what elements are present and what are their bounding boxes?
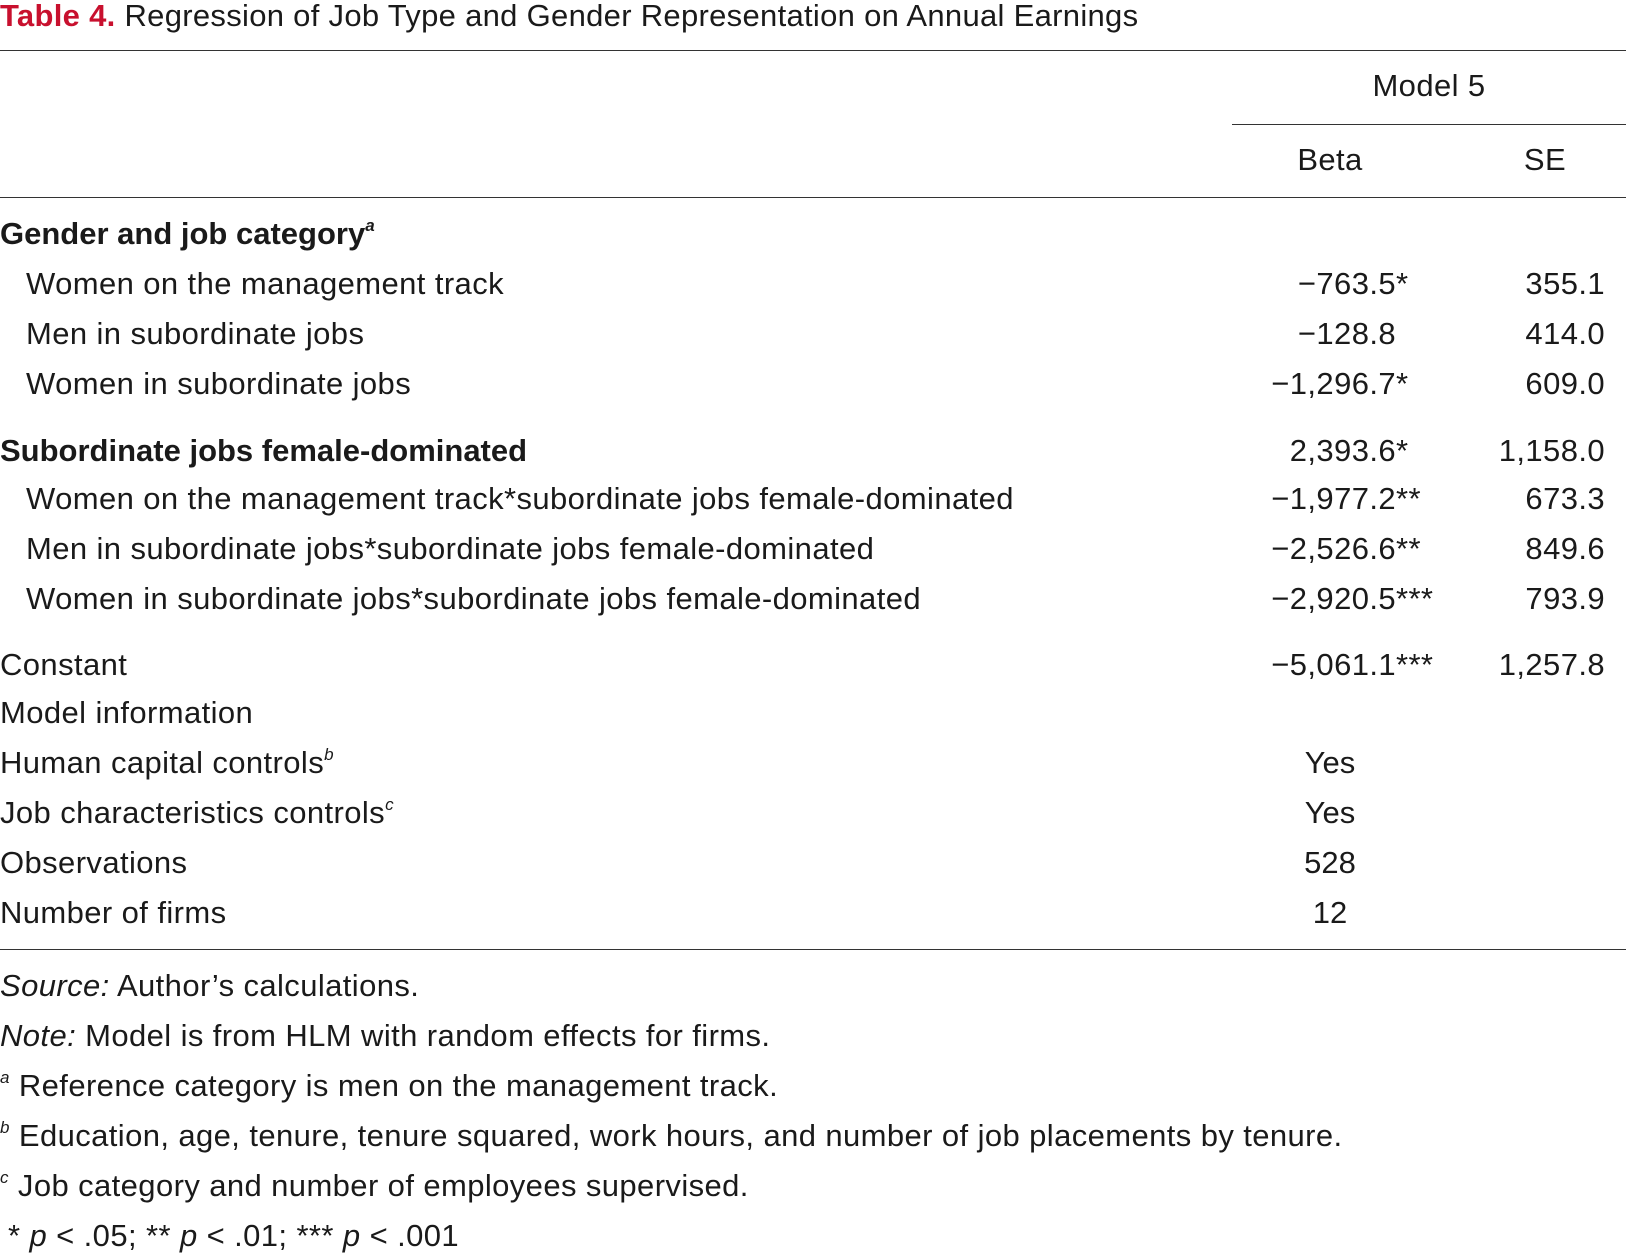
table-label: Table 4. xyxy=(0,0,116,33)
model-info-value: Yes xyxy=(1304,745,1356,780)
bottom-rule xyxy=(0,949,1626,950)
model-info-label: Number of firms xyxy=(0,895,227,930)
model-info-label: Observations xyxy=(0,845,188,880)
footnote-marker-b: b xyxy=(324,745,334,764)
significance-note: * p < .05; ** p < .01; *** p < .001 xyxy=(8,1218,460,1253)
constant-label: Constant xyxy=(0,647,128,682)
se-value: 414.0 xyxy=(1525,316,1605,351)
se-value: 673.3 xyxy=(1525,481,1605,516)
se-value: 849.6 xyxy=(1525,531,1605,566)
beta-value: −2,526.6** xyxy=(1271,531,1421,566)
beta-value: −5,061.1*** xyxy=(1271,647,1434,682)
model-note: Note: Model is from HLM with random effects for firms. xyxy=(0,1018,771,1053)
beta-header: Beta xyxy=(1297,142,1363,177)
model-info-value: 528 xyxy=(1304,845,1356,880)
se-value: 793.9 xyxy=(1525,581,1605,616)
footnote-marker-c: c xyxy=(385,795,394,814)
beta-value: −2,920.5*** xyxy=(1271,581,1434,616)
beta-value: −128.8 xyxy=(1297,316,1396,351)
model-header-rule xyxy=(1232,124,1626,125)
top-rule xyxy=(0,50,1626,51)
row-label: Men in subordinate jobs*subordinate jobs female-dominated xyxy=(26,531,875,566)
row-label: Women on the management track*subordinate jobs female-dominated xyxy=(26,481,1014,516)
table-caption xyxy=(0,0,1138,36)
footnote-b: $^b$ Education, age, tenure, tenure squared, work hours, and number of job placements by tenure. xyxy=(0,1118,1343,1153)
section-gender-job-title: Gender and job category$^a$ xyxy=(0,216,375,251)
beta-value: −1,977.2** xyxy=(1271,481,1421,516)
se-value: 609.0 xyxy=(1525,366,1605,401)
footnote-c: $^c$ Job category and number of employees supervised. xyxy=(0,1168,749,1203)
model-info-value: 12 xyxy=(1312,895,1348,930)
header-bottom-rule xyxy=(0,197,1626,198)
section-female-dominated-title: Subordinate jobs female-dominated xyxy=(0,433,528,468)
footnote-a: $^a$ Reference category is men on the management track. xyxy=(0,1068,779,1103)
model-header: Model 5 xyxy=(1372,68,1486,103)
table-title: Regression of Job Type and Gender Representation on Annual Earnings xyxy=(124,0,1139,33)
footnote-marker-a: a xyxy=(365,216,375,235)
se-header: SE xyxy=(1523,142,1567,177)
row-label: Women on the management track xyxy=(26,266,504,301)
se-value: 1,257.8 xyxy=(1498,647,1605,682)
beta-value: 2,393.6* xyxy=(1289,433,1409,468)
model-info-title: Model information xyxy=(0,695,254,730)
row-label: Women in subordinate jobs*subordinate jobs female-dominated xyxy=(26,581,921,616)
model-info-label: Human capital controls$^b$ xyxy=(0,745,334,780)
beta-value: −763.5* xyxy=(1297,266,1409,301)
se-value: 1,158.0 xyxy=(1498,433,1605,468)
beta-value: −1,296.7* xyxy=(1271,366,1409,401)
model-info-value: Yes xyxy=(1304,795,1356,830)
se-value: 355.1 xyxy=(1525,266,1605,301)
row-label: Men in subordinate jobs xyxy=(26,316,365,351)
model-info-label: Job characteristics controls$^c$ xyxy=(0,795,394,830)
row-label: Women in subordinate jobs xyxy=(26,366,412,401)
source-note: Source: Author’s calculations. xyxy=(0,968,420,1003)
